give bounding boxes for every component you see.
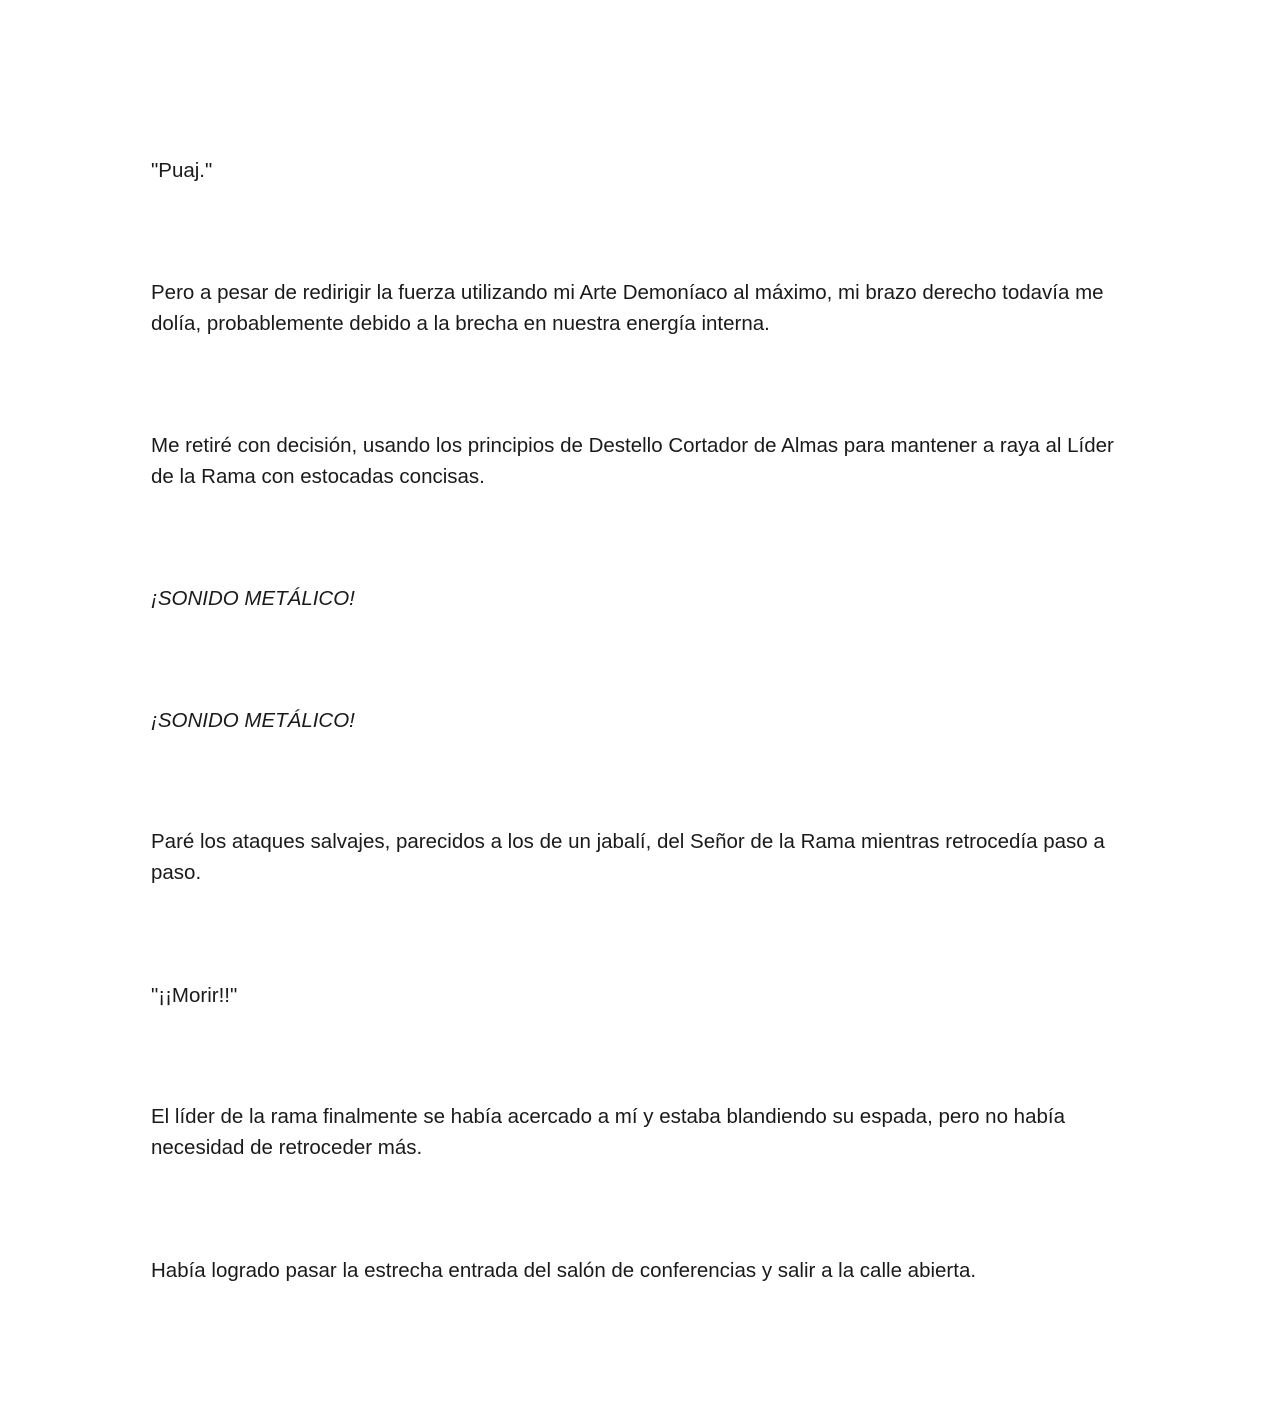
paragraph-5-sound-effect: ¡SONIDO METÁLICO! [151,709,355,732]
paragraph-2: Pero a pesar de redirigir la fuerza utilizando mi Arte Demoníaco al máximo, mi brazo derecho todavía me dolía, probablemente debido a la brecha en nuestra energía interna. [151,281,1104,335]
paragraph-7: "¡¡Morir!!" [151,984,238,1007]
paragraph-8: El líder de la rama finalmente se había acercado a mí y estaba blandiendo su espada, pero no había necesidad de retroceder más. [151,1105,1065,1159]
paragraph-6: Paré los ataques salvajes, parecidos a los de un jabalí, del Señor de la Rama mientras retrocedía paso a paso. [151,830,1105,884]
paragraph-4-sound-effect: ¡SONIDO METÁLICO! [151,587,355,610]
paragraph-1: "Puaj." [151,159,213,182]
paragraph-9: Había logrado pasar la estrecha entrada del salón de conferencias y salir a la calle abierta. [151,1259,977,1282]
paragraph-3: Me retiré con decisión, usando los principios de Destello Cortador de Almas para mantener a raya al Líder de la Rama con estocadas concisas. [151,434,1114,488]
